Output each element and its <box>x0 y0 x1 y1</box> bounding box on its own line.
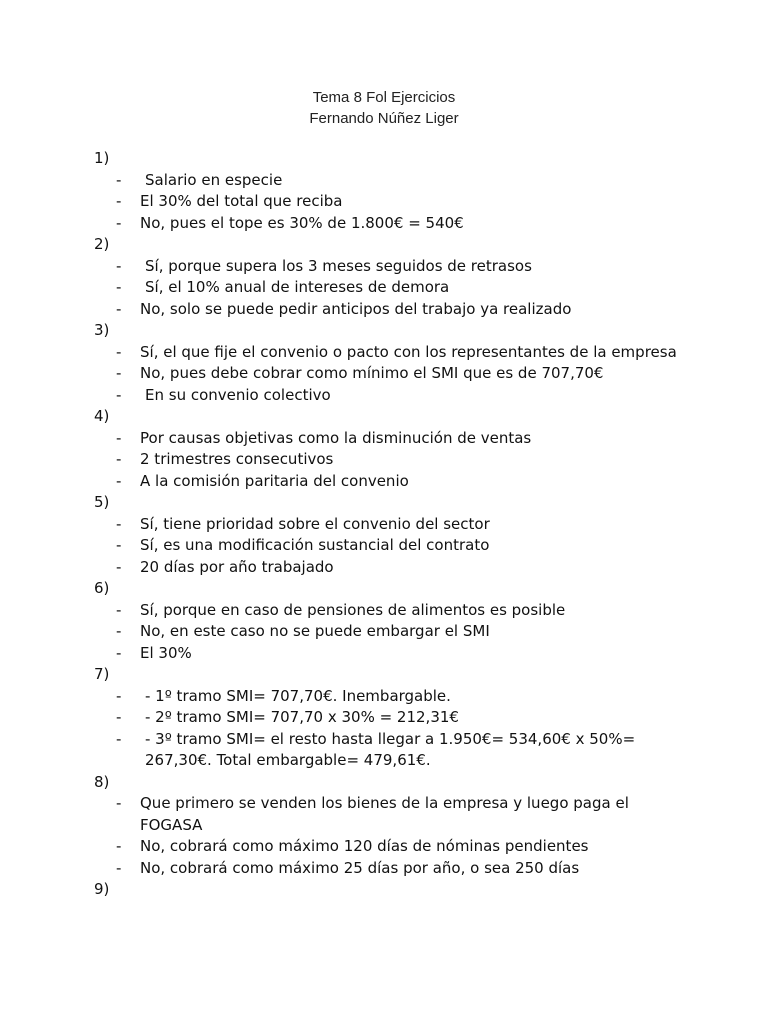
bullet-dash: - <box>116 708 122 726</box>
answer-text: El 30% <box>140 643 192 662</box>
exercise-number: 9) <box>94 880 110 898</box>
document-title: Tema 8 Fol Ejercicios <box>312 89 456 106</box>
answer-item <box>94 277 694 299</box>
answer-item <box>94 170 694 192</box>
answer-text: No, pues debe cobrar como mínimo el SMI que es de 707,70€ <box>140 364 604 382</box>
answer-item <box>94 707 694 729</box>
exercise-number: 2) <box>94 235 110 253</box>
answer-text: El 30% del total que reciba <box>140 192 343 210</box>
answer-item <box>94 363 694 385</box>
answer-text: - 2º tramo SMI= 707,70 x 30% = 212,31€ <box>145 708 459 726</box>
bullet-dash: - <box>116 729 122 748</box>
answer-text: No, cobrará como máximo 120 días de nóminas pendientes <box>140 837 589 855</box>
bullet-dash: - <box>116 600 122 619</box>
answer-item <box>94 621 694 643</box>
exercise-number: 7) <box>94 665 110 683</box>
answer-item <box>94 535 694 557</box>
answer-item <box>94 836 694 858</box>
answer-text: A la comisión paritaria del convenio <box>140 471 409 490</box>
bullet-dash: - <box>116 170 122 189</box>
exercise-item <box>94 406 694 492</box>
answer-text: 2 trimestres consecutivos <box>140 450 334 468</box>
answer-text: Que primero se venden los bienes de la empresa y luego paga el FOGASA <box>140 794 629 834</box>
bullet-dash: - <box>116 192 122 210</box>
answer-text: 20 días por año trabajado <box>140 557 334 576</box>
bullet-dash: - <box>116 837 122 855</box>
bullet-dash: - <box>116 557 122 576</box>
exercise-item <box>94 879 694 901</box>
answer-item <box>94 449 694 471</box>
answer-text: No, en este caso no se puede embargar el SMI <box>140 622 490 640</box>
answer-item <box>94 471 694 493</box>
answer-item <box>94 686 694 708</box>
exercise-number: 4) <box>94 407 110 425</box>
answer-list <box>94 686 694 772</box>
exercise-number: 6) <box>94 579 110 597</box>
bullet-dash: - <box>116 686 122 705</box>
answer-text: Salario en especie <box>145 170 283 189</box>
answer-text: Sí, tiene prioridad sobre el convenio del sector <box>140 514 490 533</box>
answer-item <box>94 385 694 407</box>
answer-text: No, pues el tope es 30% de 1.800€ = 540€ <box>140 213 464 232</box>
answer-list <box>94 793 694 879</box>
answer-text: Sí, porque supera los 3 meses seguidos de retrasos <box>145 256 532 275</box>
exercise-number: 3) <box>94 321 110 339</box>
exercise-list <box>94 148 694 901</box>
answer-list <box>94 170 694 235</box>
bullet-dash: - <box>116 385 122 404</box>
bullet-dash: - <box>116 514 122 533</box>
answer-item <box>94 793 694 836</box>
answer-text: Sí, es una modificación sustancial del contrato <box>140 536 490 554</box>
answer-item <box>94 213 694 235</box>
answer-list <box>94 428 694 493</box>
bullet-dash: - <box>116 256 122 275</box>
answer-item <box>94 557 694 579</box>
exercise-item <box>94 320 694 406</box>
exercise-item <box>94 148 694 234</box>
exercise-item <box>94 664 694 772</box>
answer-list <box>94 342 694 407</box>
bullet-dash: - <box>116 278 122 296</box>
answer-item <box>94 643 694 665</box>
answer-list <box>94 256 694 321</box>
answer-text: No, cobrará como máximo 25 días por año, o sea 250 días <box>140 858 580 877</box>
exercise-item <box>94 772 694 880</box>
bullet-dash: - <box>116 643 122 662</box>
answer-list <box>94 600 694 665</box>
bullet-dash: - <box>116 858 122 877</box>
answer-text: Sí, el 10% anual de intereses de demora <box>145 278 450 296</box>
answer-item <box>94 342 694 364</box>
answer-text: Sí, porque en caso de pensiones de alimentos es posible <box>140 600 566 619</box>
exercise-number: 8) <box>94 772 110 791</box>
answer-text: Por causas objetivas como la disminución de ventas <box>140 428 532 447</box>
bullet-dash: - <box>116 364 122 382</box>
answer-text: En su convenio colectivo <box>145 385 331 404</box>
bullet-dash: - <box>116 471 122 490</box>
exercise-item <box>94 578 694 664</box>
answer-text: Sí, el que fije el convenio o pacto con los representantes de la empresa <box>140 342 677 361</box>
exercise-number: 5) <box>94 493 110 511</box>
answer-item <box>94 299 694 321</box>
answer-item <box>94 600 694 622</box>
answer-text: - 1º tramo SMI= 707,70€. Inembargable. <box>145 686 451 705</box>
answer-item <box>94 729 694 772</box>
document-header <box>0 87 768 129</box>
bullet-dash: - <box>116 213 122 232</box>
bullet-dash: - <box>116 536 122 554</box>
answer-item <box>94 191 694 213</box>
bullet-dash: - <box>116 622 122 640</box>
bullet-dash: - <box>116 450 122 468</box>
document-author: Fernando Núñez Liger <box>309 110 459 127</box>
bullet-dash: - <box>116 299 122 318</box>
answer-item <box>94 428 694 450</box>
exercise-item <box>94 234 694 320</box>
answer-item <box>94 514 694 536</box>
answer-text: - 3º tramo SMI= el resto hasta llegar a 1.950€= 534,60€ x 50%= 267,30€. Total embargable= 479,61€. <box>145 729 636 769</box>
answer-text: No, solo se puede pedir anticipos del trabajo ya realizado <box>140 299 572 318</box>
answer-item <box>94 858 694 880</box>
answer-list <box>94 514 694 579</box>
bullet-dash: - <box>116 794 122 812</box>
bullet-dash: - <box>116 342 122 361</box>
exercise-item <box>94 492 694 578</box>
bullet-dash: - <box>116 428 122 447</box>
exercise-number: 1) <box>94 149 110 167</box>
answer-item <box>94 256 694 278</box>
